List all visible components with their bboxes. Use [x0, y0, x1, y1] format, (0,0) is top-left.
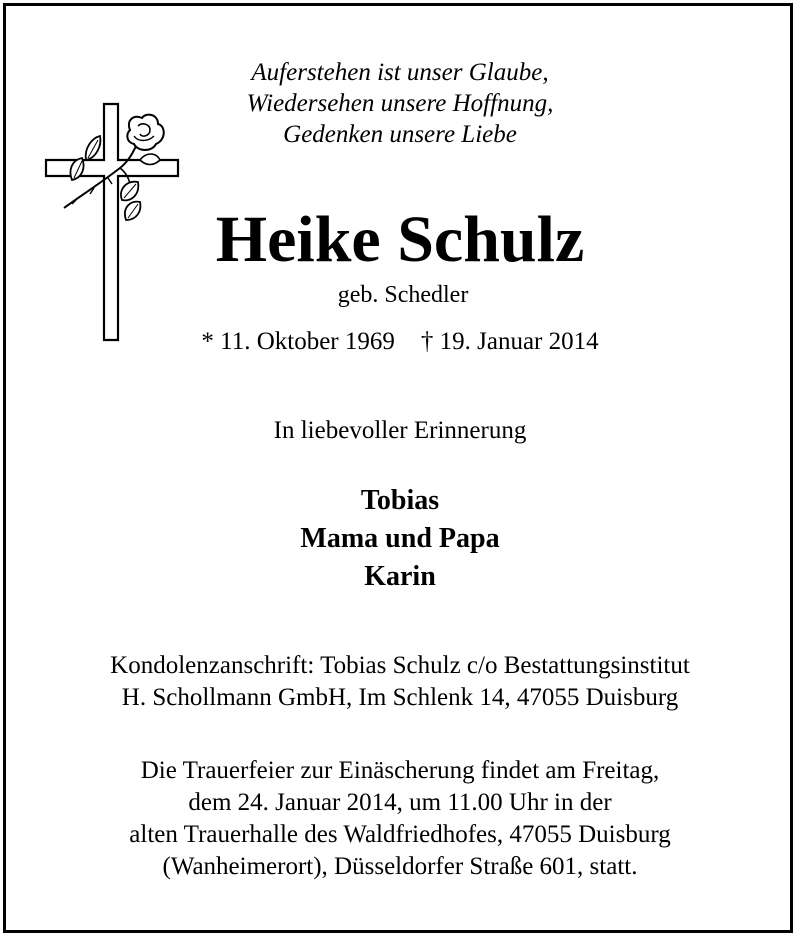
motto-line: Gedenken unsere Liebe — [283, 121, 517, 148]
life-dates — [0, 328, 800, 356]
ceremony-info — [0, 755, 800, 883]
ceremony-line: Die Trauerfeier zur Einäscherung findet am Freitag, — [140, 757, 660, 784]
mourner-name: Mama und Papa — [300, 523, 500, 554]
memory-line: In liebevoller Erinnerung — [273, 417, 527, 444]
address-line: H. Schollmann GmbH, Im Schlenk 14, 47055 Duisburg — [121, 684, 679, 711]
deceased-name: Heike Schulz — [215, 203, 585, 276]
birth-date: * 11. Oktober 1969 — [201, 328, 395, 355]
death-date: † 19. Januar 2014 — [420, 328, 599, 355]
ceremony-line: (Wanheimerort), Düsseldorfer Straße 601, statt. — [162, 853, 638, 880]
mourners — [0, 482, 800, 596]
motto — [0, 57, 800, 150]
motto-line: Auferstehen ist unser Glaube, — [251, 59, 549, 86]
mourner-name: Tobias — [360, 485, 440, 516]
address-line: Kondolenzanschrift: Tobias Schulz c/o Bestattungsinstitut — [110, 652, 690, 679]
ceremony-line: dem 24. Januar 2014, um 11.00 Uhr in der — [188, 789, 612, 816]
condolence-address — [0, 650, 800, 714]
ceremony-line: alten Trauerhalle des Waldfriedhofes, 47055 Duisburg — [129, 821, 671, 848]
birth-name: geb. Schedler — [337, 282, 469, 308]
motto-line: Wiedersehen unsere Hoffnung, — [246, 90, 554, 117]
mourner-name: Karin — [364, 561, 436, 592]
